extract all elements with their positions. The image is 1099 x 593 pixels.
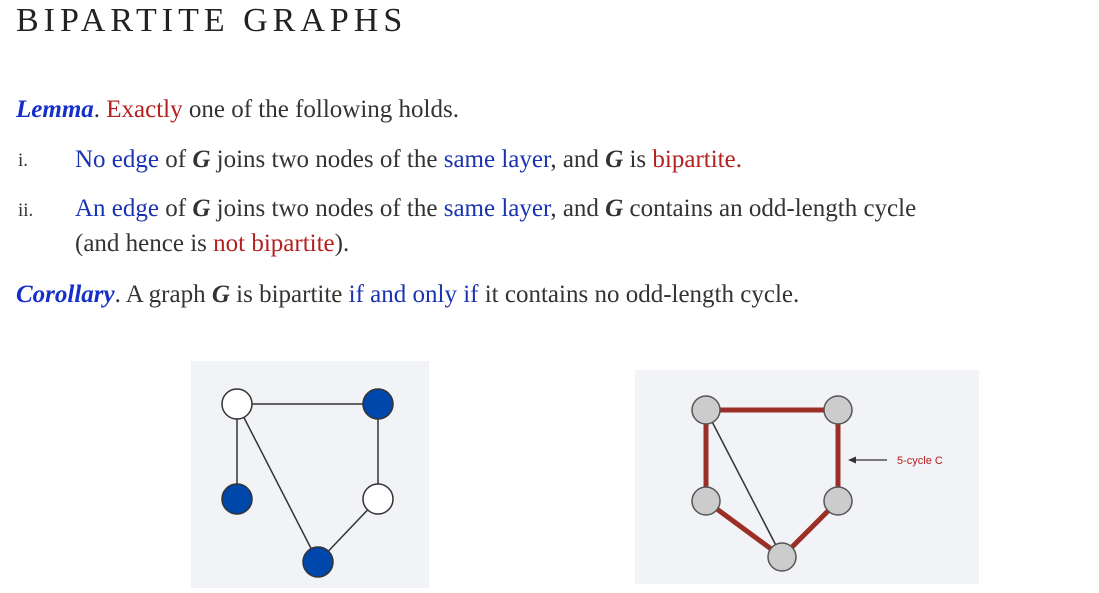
item-1-no-edge: No edge: [75, 146, 159, 173]
node-gray: [692, 487, 720, 515]
chord-edge: [706, 410, 782, 557]
item-2-text-seg: (and hence is: [75, 230, 214, 257]
lemma-label: Lemma: [16, 96, 94, 123]
item-1-bipartite: bipartite: [652, 146, 736, 173]
item-1-text-seg: is: [623, 146, 653, 173]
figure-bipartite-panel: [191, 361, 429, 588]
graph-edge: [237, 404, 318, 562]
item-2-not-bipartite: not bipartite: [213, 230, 335, 257]
page-title: BIPARTITE GRAPHS: [16, 2, 408, 39]
node-gray: [768, 543, 796, 571]
item-2-text-seg: joins two nodes of the: [210, 195, 444, 222]
node-blue: [222, 484, 252, 514]
corollary-text-seg: A graph: [120, 281, 212, 308]
cycle-arrow: [848, 457, 887, 464]
lemma-line: [16, 96, 459, 124]
node-blue: [303, 547, 333, 577]
node-gray: [824, 487, 852, 515]
graph-variable: G: [605, 146, 624, 173]
item-2-text-seg: , and: [550, 195, 606, 222]
graph-variable: G: [192, 195, 211, 222]
lemma-period: .: [93, 96, 101, 123]
lemma-exactly: Exactly: [106, 96, 183, 123]
item-2-same-layer: same layer: [443, 195, 551, 222]
item-2-text-seg: contains an odd-length cycle: [623, 195, 917, 222]
item-1-number: i.: [18, 150, 29, 171]
item-1-text-seg: , and: [550, 146, 606, 173]
item-1-period: .: [735, 146, 742, 173]
graph-variable: G: [211, 281, 230, 308]
graph-variable: G: [605, 195, 624, 222]
item-2-an-edge: An edge: [75, 195, 159, 222]
corollary-line: [16, 281, 799, 309]
node-white: [363, 484, 393, 514]
corollary-label: Corollary: [16, 281, 115, 308]
figure-cycle-panel: [635, 370, 979, 584]
figure-bipartite-graph: [191, 361, 429, 588]
item-1-text-seg: of: [159, 146, 193, 173]
item-2-text-seg: ).: [334, 230, 350, 257]
figure-cycle-graph: [635, 370, 979, 584]
item-1-same-layer: same layer: [443, 146, 551, 173]
cycle-label: 5-cycle C: [897, 455, 943, 467]
node-blue: [363, 389, 393, 419]
node-white: [222, 389, 252, 419]
node-gray: [824, 396, 852, 424]
item-1-text: [75, 146, 742, 174]
item-2-number: ii.: [18, 200, 34, 221]
item-2-text-line2: [75, 230, 349, 258]
item-2-text-seg: of: [159, 195, 193, 222]
corollary-text-seg: it contains no odd-length cycle.: [478, 281, 800, 308]
lemma-rest: one of the following holds.: [182, 96, 459, 123]
corollary-iff: if and only if: [348, 281, 479, 308]
node-gray: [692, 396, 720, 424]
corollary-text-seg: is bipartite: [229, 281, 349, 308]
corollary-period: .: [114, 281, 121, 308]
item-1-text-seg: joins two nodes of the: [210, 146, 444, 173]
graph-variable: G: [192, 146, 211, 173]
item-2-text: [75, 195, 916, 223]
